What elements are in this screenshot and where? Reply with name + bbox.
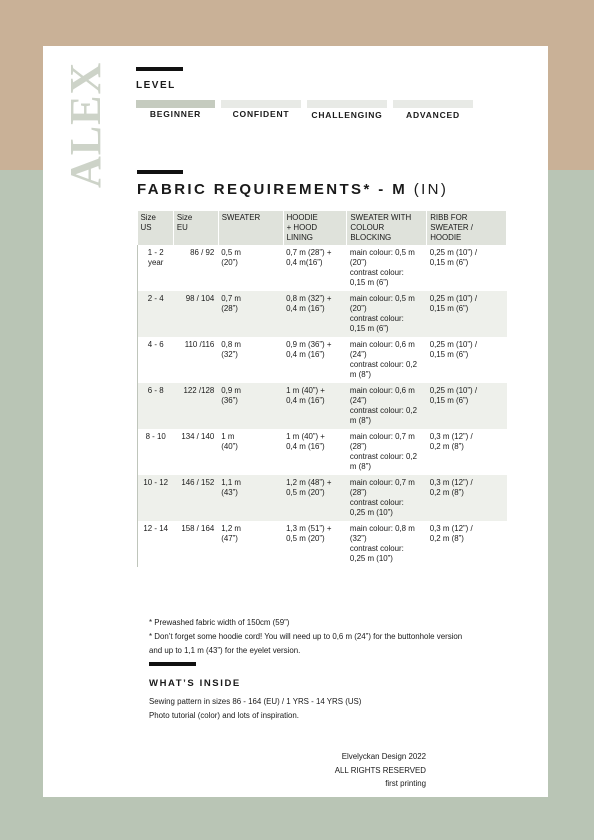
cell-colour-blocking: main colour: 0,5 m (20”) contrast colour: 0,15 m (6”) — [349, 248, 415, 287]
cell-size-eu: 122 /128 — [173, 383, 218, 429]
cell-size-eu: 134 / 140 — [181, 432, 215, 441]
footnote-fabric-width: * Prewashed fabric width of 150cm (59”) — [149, 618, 290, 627]
cell-size-eu: 158 / 164 — [181, 524, 215, 533]
fabric-table — [137, 211, 507, 567]
level-title: LEVEL — [136, 80, 176, 91]
fabric-rule — [137, 170, 183, 174]
header-hoodie: HOODIE + HOOD LINING — [283, 211, 347, 245]
cell-colour-blocking: main colour: 0,7 m (28”) contrast colour: 0,25 m (10”) — [347, 475, 427, 521]
level-label-advanced: ADVANCED — [406, 110, 460, 120]
credits-rights: ALL RIGHTS RESERVED — [334, 766, 426, 775]
cell-size-eu: 86 / 92 — [190, 248, 215, 257]
header-colour-blocking: SWEATER WITH COLOUR BLOCKING — [347, 211, 427, 245]
table-row — [138, 291, 507, 337]
fabric-title-text: FABRIC REQUIREMENTS* - M — [137, 181, 408, 198]
cell-size-us: 10 - 12 — [138, 475, 174, 521]
cell-sweater: 0,5 m (20”) — [221, 248, 241, 267]
cell-hoodie: 0,9 m (36”) + 0,4 m (16”) — [286, 340, 332, 359]
table-row — [138, 521, 507, 567]
header-size-eu: Size EU — [173, 211, 218, 245]
cell-hoodie: 1 m (40”) + 0,4 m (16”) — [283, 383, 347, 429]
brand-title: ALEX — [61, 61, 110, 188]
fabric-title-unit: (IN) — [413, 181, 449, 198]
cell-size-us: 6 - 8 — [138, 383, 174, 429]
table-row — [138, 475, 507, 521]
header-size-us: Size US — [138, 211, 174, 245]
whats-inside-tutorial: Photo tutorial (color) and lots of inspiration. — [149, 711, 299, 720]
whats-inside-title: WHAT’S INSIDE — [149, 678, 241, 689]
cell-hoodie: 0,8 m (32”) + 0,4 m (16”) — [283, 291, 347, 337]
cell-size-us: 2 - 4 — [138, 291, 174, 337]
cell-size-us: 12 - 14 — [138, 521, 174, 567]
table-row — [138, 337, 507, 383]
credits-printing: first printing — [385, 779, 426, 788]
cell-ribb: 0,3 m (12”) / 0,2 m (8”) — [429, 432, 473, 451]
level-bar-advanced — [393, 100, 473, 108]
cell-colour-blocking: main colour: 0,8 m (32”) contrast colour: 0,25 m (10”) — [349, 524, 415, 563]
cell-sweater: 0,7 m (28”) — [218, 291, 283, 337]
table-row — [138, 383, 507, 429]
header-ribb: RIBB FOR SWEATER / HOODIE — [427, 211, 507, 245]
cell-sweater: 0,9 m (36”) — [218, 383, 283, 429]
level-bar-confident — [221, 100, 301, 108]
cell-size-us: 1 - 2 year — [138, 245, 174, 291]
cell-ribb: 0,3 m (12”) / 0,2 m (8”) — [427, 475, 507, 521]
whats-inside-sizes: Sewing pattern in sizes 86 - 164 (EU) / 1 YRS - 14 YRS (US) — [149, 697, 362, 706]
cell-sweater: 0,8 m (32”) — [221, 340, 241, 359]
cell-ribb: 0,25 m (10”) / 0,15 m (6”) — [427, 291, 507, 337]
cell-sweater: 1,2 m (47”) — [221, 524, 241, 543]
cell-hoodie: 0,7 m (28”) + 0,4 m(16”) — [286, 248, 332, 267]
cell-size-eu: 146 / 152 — [173, 475, 218, 521]
cell-ribb: 0,25 m (10”) / 0,15 m (6”) — [427, 383, 507, 429]
cell-sweater: 1,1 m (43”) — [218, 475, 283, 521]
table-row — [138, 429, 507, 475]
whats-inside-rule — [149, 662, 196, 666]
level-label-confident: CONFIDENT — [232, 109, 290, 119]
table-header-row — [138, 211, 507, 245]
level-rule — [136, 67, 183, 71]
table-row — [138, 245, 507, 291]
cell-colour-blocking: main colour: 0,6 m (24”) contrast colour: 0,2 m (8”) — [349, 340, 418, 379]
cell-sweater: 1 m (40”) — [221, 432, 238, 451]
credits-designer: Elvelyckan Design 2022 — [341, 752, 426, 761]
cell-colour-blocking: main colour: 0,5 m (20”) contrast colour: 0,15 m (6”) — [347, 291, 427, 337]
footnote-hoodie-cord: * Don’t forget some hoodie cord! You will need up to 0,6 m (24”) for the buttonhole version — [149, 632, 463, 641]
cell-size-us: 4 - 6 — [138, 337, 174, 383]
header-sweater: SWEATER — [218, 211, 283, 245]
cell-size-eu: 110 /116 — [184, 340, 215, 349]
level-bar-challenging — [307, 100, 387, 108]
level-bar-beginner — [136, 100, 215, 108]
cell-hoodie: 1,3 m (51”) + 0,5 m (20”) — [286, 524, 332, 543]
fabric-title — [137, 181, 448, 198]
footnote-eyelet: and up to 1,1 m (43”) for the eyelet version. — [149, 646, 301, 655]
cell-size-us: 8 - 10 — [138, 429, 174, 475]
cell-hoodie: 1 m (40”) + 0,4 m (16”) — [286, 432, 325, 451]
cell-hoodie: 1,2 m (48”) + 0,5 m (20”) — [283, 475, 347, 521]
cell-colour-blocking: main colour: 0,6 m (24”) contrast colour: 0,2 m (8”) — [347, 383, 427, 429]
cell-ribb: 0,25 m (10”) / 0,15 m (6”) — [429, 248, 478, 267]
cell-colour-blocking: main colour: 0,7 m (28”) contrast colour: 0,2 m (8”) — [349, 432, 418, 471]
cell-ribb: 0,25 m (10”) / 0,15 m (6”) — [429, 340, 478, 359]
level-label-challenging: CHALLENGING — [311, 110, 383, 120]
cell-ribb: 0,3 m (12”) / 0,2 m (8”) — [429, 524, 473, 543]
cell-size-eu: 98 / 104 — [173, 291, 218, 337]
level-label-beginner: BEGINNER — [149, 109, 202, 119]
